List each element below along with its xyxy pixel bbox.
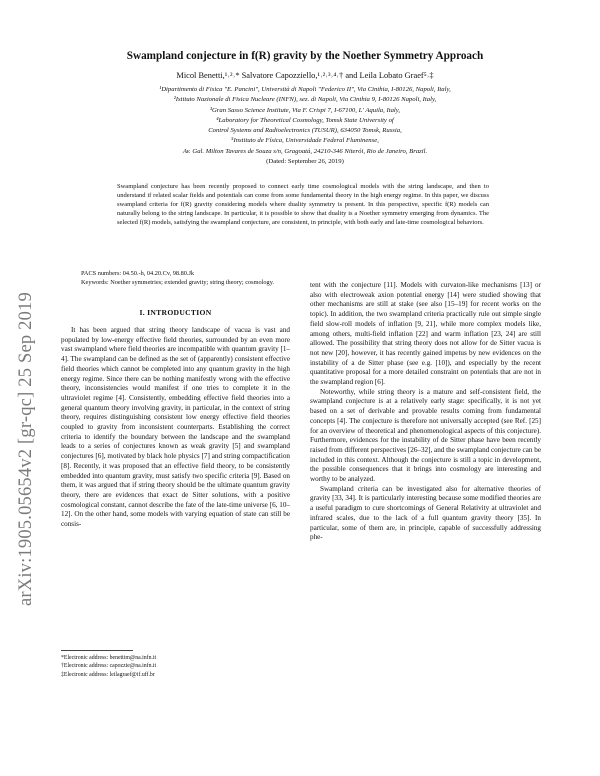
affiliation: Av. Gal. Milton Tavares de Souza s/n, Gragoatá, 24210-346 Niterói, Rio de Janeiro, Brazil. bbox=[182, 147, 428, 155]
affiliation: ¹Dipartimento di Fisica "E. Pancini", Università di Napoli "Federico II", Via Cinthia, I-80126, Napoli, Italy, bbox=[159, 86, 451, 93]
body-paragraph: It has been argued that string theory landscape of vacua is vast and populated by low-energy effective field theories, surrounded by an even more vast swampland where field theories are incompatible with quantum gravity [1–4]. The swampland can be defined as the set of (apparently) consistent effective field theories which cannot be completed into any quantum gravity in the high energy regime. Since there can be nothing manifestly wrong with the effective theory, inconsistencies would manifest if one tries to complete it in the ultraviolet regime [4]. Consistently, embedding effective field theories into a general quantum theory involving gravity, in particular, in the context of string theory, requires distinguishing consistent low energy effective field theories coupled to gravity from inconsistent counterparts. Establishing the correct criteria to identify the boundary between the landscape and the swampland leads to a series of conjectures known as weak gravity [5] and swampland conjectures [6], motivated by black hole physics [7] and string compactification [8]. Recently, it was proposed that an effective field theory, to be consistently embedded into quantum gravity, must satisfy two specific criteria [9]. Based on them, it was argued that if string theory should be the ultimate quantum gravity theory, there are evidences that exact de Sitter solutions, with a positive cosmological constant, cannot describe the fate of the late-time universe [6, 10–12]. On the other hand, some models with varying equation of state can still be consis- bbox=[61, 326, 290, 529]
body-paragraph: Noteworthy, while string theory is a mature and self-consistent field, the swampland conjecture is at a relatively early stage: specifically, it is not yet based on a set of derivable and provable results coming from fundamental concepts [4]. The conjecture is therefore not universally accepted (see Ref. [25] for an overview of theoretical and phenomenological aspects of this conjecture). Furthermore, evidences for the instability of de Sitter phase have been recently raised from different perspectives [26–32], and the swampland conjecture can be included in this context. Although the conjecture is still a topic in development, the possible consequences that it brings into cosmology are interesting and worthy to be analyzed. bbox=[310, 387, 541, 484]
arxiv-id: arXiv:1905.05654v2 [gr-qc] 25 Sep 2019 bbox=[16, 292, 36, 606]
body-paragraph: tent with the conjecture [11]. Models with curvaton-like mechanisms [13] or also with electroweak axion potential energy [14] were studied showing that other mechanisms are still at stake (see also [15–19] for recent works on the topic). In addition, the two swampland criteria practically rule out simple single field slow-roll models of inflation [9, 21], while more complex models like, among others, multi-field inflation [22] and warm inflation [23, 24] are still allowed. The possibility that string theory does not allow for de Sitter vacua is not new [20], however, it has recently gained impetus by new evidences on the instability of a de Sitter phase (see e.g. [10]), and especially by the recent quantitative proposal for a more detailed constraint on potentials that are not in the swampland region [6]. bbox=[310, 281, 541, 387]
affiliation: Control Systems and Radioelectronics (TUSUR), 634050 Tomsk, Russia, bbox=[208, 127, 402, 135]
footnote: ‡Electronic address: leilagraef@if.uff.br bbox=[61, 671, 155, 678]
section-heading: I. INTRODUCTION bbox=[139, 308, 212, 317]
right-column bbox=[310, 281, 541, 543]
affiliation: ⁴Laboratory for Theoretical Cosmology, Tomsk State University of bbox=[216, 116, 394, 124]
footnote: *Electronic address: benettim@na.infn.it bbox=[61, 655, 157, 661]
affiliation: ²Istituto Nazionale di Fisica Nucleare (INFN), sez. di Napoli, Via Cinthia 9, I-80126 Napoli, Italy, bbox=[173, 96, 437, 104]
pacs-keywords bbox=[81, 270, 274, 288]
author-list: Micol Benetti,¹˒²˒* Salvatore Capozziello,¹˒²˒³˒⁴˒† and Leila Lobato Graef⁵˒‡ bbox=[176, 71, 434, 80]
footnotes bbox=[61, 654, 156, 679]
pacs-numbers: PACS numbers: 04.50.-h, 04.20.Cv, 98.80.Jk bbox=[81, 270, 195, 277]
affiliation: ⁵Instituto de Física, Universidade Federal Fluminense, bbox=[231, 137, 379, 145]
arxiv-stamp bbox=[2, 0, 36, 776]
body-paragraph: Swampland criteria can be investigated also for alternative theories of gravity [33, 34]. It is particularly interesting because some modified theories are a useful paradigm to cure shortcomings of General Relativity at ultraviolet and infrared scales, due to the lack of a full quantum gravity theory [35]. In particular, some of them are, in principle, capable of successfully addressing phe- bbox=[310, 484, 541, 542]
keywords: Keywords: Noether symmetries; extended gravity; string theory; cosmology. bbox=[81, 278, 275, 286]
paper-title: Swampland conjecture in f(R) gravity by the Noether Symmetry Approach bbox=[126, 50, 484, 62]
affiliations bbox=[60, 85, 550, 167]
dated-line: (Dated: September 26, 2019) bbox=[266, 158, 344, 166]
footnote: †Electronic address: capozzie@na.infn.it bbox=[61, 663, 157, 670]
abstract: Swampland conjecture has been recently proposed to connect early time cosmological models with the string landscape, and then to understand if related scalar fields and potentials can come from some fundamental theory in the high energy regime. In this paper, we discuss swampland criteria for f(R) gravity considering models where duality symmetry is present. In this perspective, specific f(R) models can naturally belong to the string landscape. In particular, it is possible to show that duality is a Noether symmetry emerging from dynamics. The selected f(R) models, satisfying the swampland conjecture, are consistent, in principle, with both early and late-time cosmological behaviors. bbox=[117, 183, 489, 226]
affiliation: ³Gran Sasso Science Institute, Via F. Crispi 7, I-67100, L' Aquila, Italy, bbox=[209, 106, 401, 114]
left-column bbox=[61, 326, 290, 530]
footnote-rule bbox=[61, 650, 133, 651]
